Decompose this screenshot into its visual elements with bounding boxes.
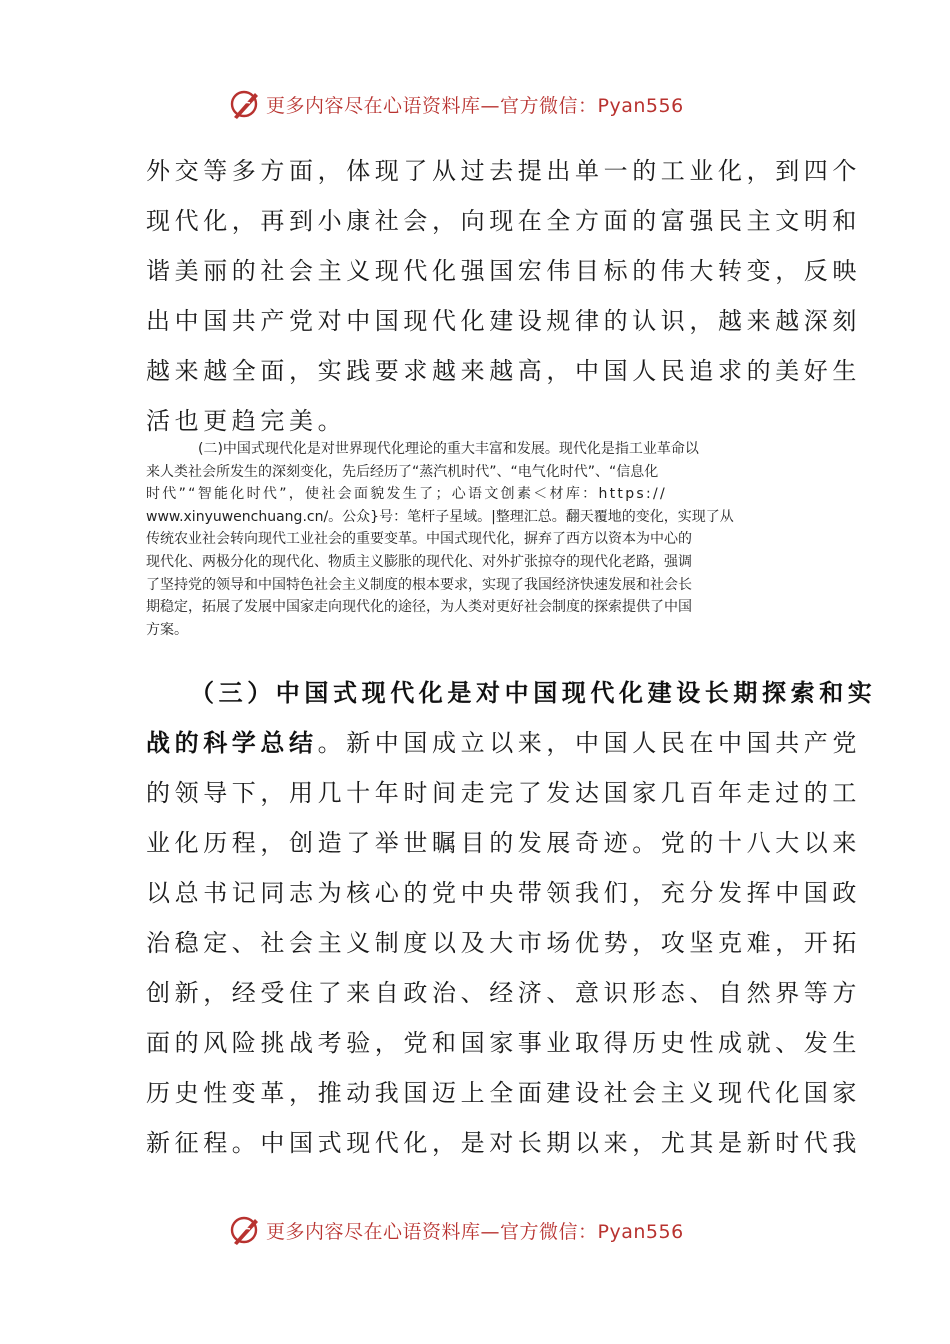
text-line: 业化历程，创造了举世瞩目的发展奇迹。党的十八大以来 [146, 829, 861, 857]
text-line [146, 718, 862, 768]
text-line: 历史性变革，推动我国迈上全面建设社会主义现代化国家 [146, 1079, 861, 1107]
text-line: 方案。 [146, 621, 188, 638]
section-heading-end: 战的科学总结 [146, 728, 318, 757]
header-banner-text: 更多内容尽在心语资料库—官方微信：Pyan556 [266, 94, 684, 117]
section-heading: （三）中国式现代化是对中国现代化建设长期探索和实 [190, 678, 877, 707]
footer-banner [228, 1212, 728, 1248]
paragraph-3 [146, 668, 877, 1168]
text-line: 出中国共产党对中国现代化建设规律的认识，越来越深刻 [146, 307, 861, 335]
pen-logo-icon [228, 1213, 262, 1247]
text-line: www.xinyuwenchuang.cn/。公众}号：笔杆子星域。|整理汇总。翻天覆地的变化，实现了从 [146, 508, 734, 525]
text-line: 时代”“智能化时代”，使社会面貌发生了；心语文创素＜材库：https:// [146, 486, 668, 503]
text-line: 的领导下，用几十年时间走完了发达国家几百年走过的工 [146, 779, 861, 807]
text-line: 创新，经受住了来自政治、经济、意识形态、自然界等方 [146, 979, 861, 1007]
footer-banner-text: 更多内容尽在心语资料库—官方微信：Pyan556 [266, 1220, 684, 1243]
text-run: 。新中国成立以来，中国人民在中国共产党 [317, 729, 862, 757]
text-line: 现代化、两极分化的现代化、物质主义膨胀的现代化、对外扩张掠夺的现代化老路，强调 [146, 553, 692, 570]
header-banner [228, 86, 728, 122]
text-line: 了坚持党的领导和中国特色社会主义制度的根本要求，实现了我国经济快速发展和社会长 [146, 576, 692, 593]
text-line: 传统农业社会转向现代工业社会的重要变革。中国式现代化，摒弃了西方以资本为中心的 [146, 531, 692, 548]
text-line: 新征程。中国式现代化，是对长期以来，尤其是新时代我 [146, 1129, 861, 1157]
text-line: 外交等多方面，体现了从过去提出单一的工业化，到四个 [146, 157, 861, 185]
pen-logo-icon [228, 87, 262, 121]
text-line: 治稳定、社会主义制度以及大市场优势，攻坚克难，开拓 [146, 929, 861, 957]
text-line: 期稳定，拓展了发展中国家走向现代化的途径，为人类对更好社会制度的探索提供了中国 [146, 599, 692, 616]
text-line: 现代化，再到小康社会，向现在全方面的富强民主文明和 [146, 207, 861, 235]
text-line: (二)中国式现代化是对世界现代化理论的重大丰富和发展。现代化是指工业革命以 [198, 441, 699, 457]
text-line: 活也更趋完美。 [146, 407, 347, 435]
paragraph-2 [146, 438, 808, 641]
text-line: 越来越全面，实践要求越来越高，中国人民追求的美好生 [146, 357, 861, 385]
text-line: 谐美丽的社会主义现代化强国宏伟目标的伟大转变，反映 [146, 257, 861, 285]
text-line: 面的风险挑战考验，党和国家事业取得历史性成就、发生 [146, 1029, 861, 1057]
paragraph-1 [146, 146, 861, 446]
text-line: 来人类社会所发生的深刻变化，先后经历了“蒸汽机时代”、“电气化时代”、“信息化 [146, 463, 659, 480]
text-line: 以总书记同志为核心的党中央带领我们，充分发挥中国政 [146, 879, 861, 907]
